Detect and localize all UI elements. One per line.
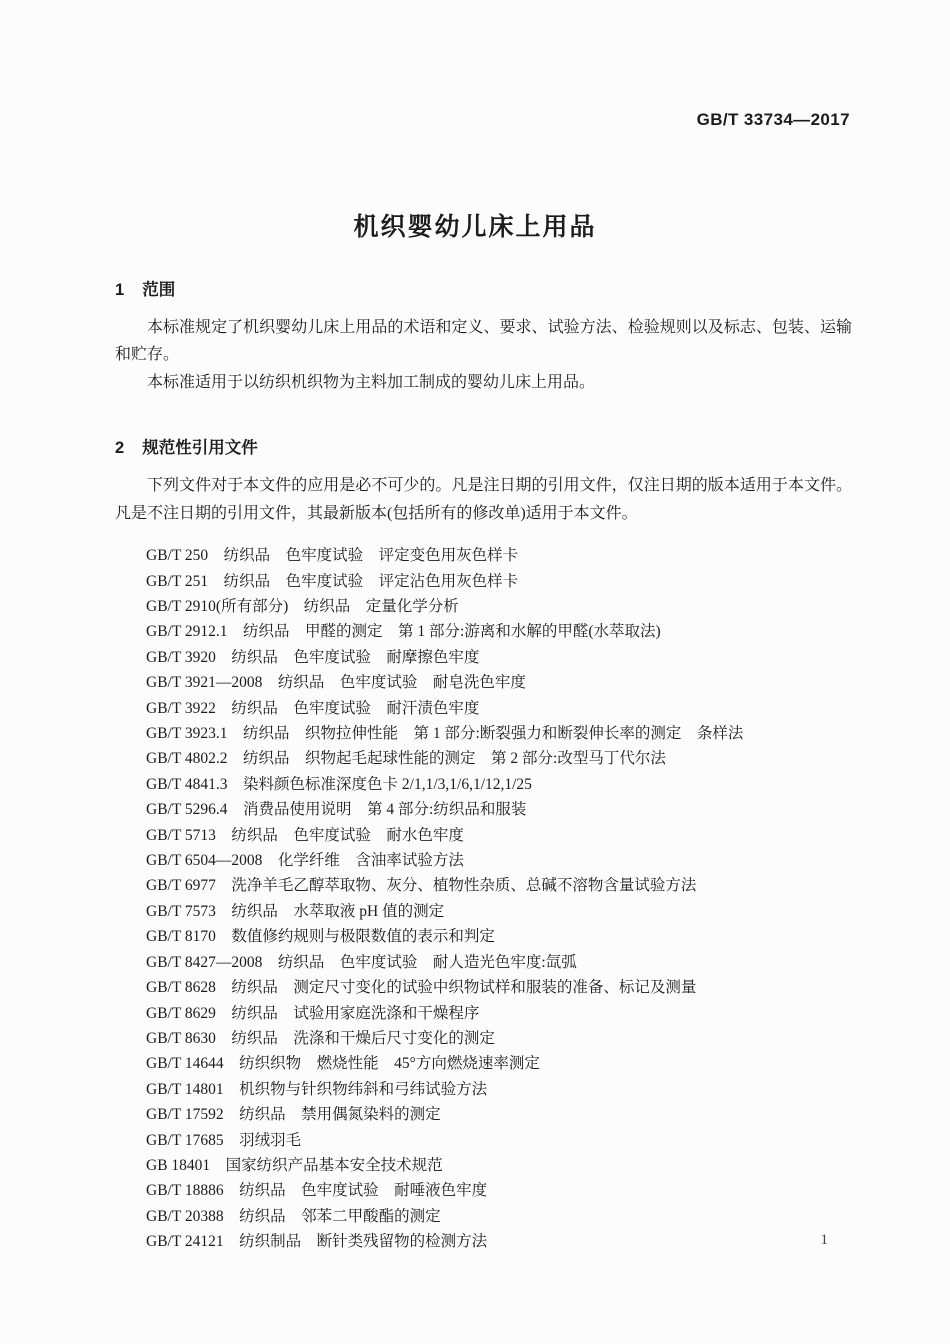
section-number: 1 <box>115 281 125 299</box>
references-list <box>115 543 852 1254</box>
references-intro: 下列文件对于本文件的应用是必不可少的。凡是注日期的引用文件，仅注日期的版本适用于本文件。凡是不注日期的引用文件，其最新版本(包括所有的修改单)适用于本文件。 <box>115 477 852 522</box>
reference-item: GB/T 24121 纺织制品 断针类残留物的检测方法 <box>146 1233 488 1251</box>
scope-paragraphs <box>115 314 852 397</box>
reference-item: GB/T 2910(所有部分) 纺织品 定量化学分析 <box>146 598 459 615</box>
reference-item: GB/T 14644 纺织织物 燃烧性能 45°方向燃烧速率测定 <box>146 1055 540 1073</box>
reference-item: GB/T 3921—2008 纺织品 色牢度试验 耐皂洗色牢度 <box>146 674 526 692</box>
reference-item: GB/T 6504—2008 化学纤维 含油率试验方法 <box>146 852 464 870</box>
reference-item: GB/T 3922 纺织品 色牢度试验 耐汗渍色牢度 <box>146 699 480 717</box>
scope-paragraph: 本标准适用于以纺织机织物为主料加工制成的婴幼儿床上用品。 <box>147 373 596 391</box>
section-title: 规范性引用文件 <box>142 439 258 458</box>
section-2-heading <box>115 434 852 458</box>
reference-item: GB/T 7573 纺织品 水萃取液 pH 值的测定 <box>146 902 445 920</box>
reference-item: GB/T 8170 数值修约规则与极限数值的表示和判定 <box>146 928 495 946</box>
reference-item: GB/T 4841.3 染料颜色标准深度色卡 2/1,1/3,1/6,1/12,1/25 <box>146 775 532 793</box>
document-content <box>115 272 852 1255</box>
reference-item: GB/T 18886 纺织品 色牢度试验 耐唾液色牢度 <box>146 1182 488 1200</box>
scope-paragraph: 本标准规定了机织婴幼儿床上用品的术语和定义、要求、试验方法、检验规则以及标志、包装、运输和贮存。 <box>115 318 852 364</box>
section-scope <box>115 276 852 396</box>
reference-item: GB/T 8427—2008 纺织品 色牢度试验 耐人造光色牢度:氙弧 <box>146 953 577 971</box>
section-normative-references <box>115 434 852 1254</box>
reference-item: GB/T 17685 羽绒羽毛 <box>146 1131 302 1149</box>
reference-item: GB/T 5296.4 消费品使用说明 第 4 部分:纺织品和服装 <box>146 801 527 819</box>
section-title: 范围 <box>142 281 176 299</box>
reference-item: GB/T 3920 纺织品 色牢度试验 耐摩擦色牢度 <box>146 648 480 666</box>
reference-item: GB/T 3923.1 纺织品 织物拉伸性能 第 1 部分:断裂强力和断裂伸长率的测定 条样法 <box>146 725 744 743</box>
reference-item: GB/T 250 纺织品 色牢度试验 评定变色用灰色样卡 <box>146 547 519 565</box>
standard-number: GB/T 33734—2017 <box>696 110 850 129</box>
section-number: 2 <box>115 439 125 458</box>
reference-item: GB/T 20388 纺织品 邻苯二甲酸酯的测定 <box>146 1207 441 1225</box>
document-title: 机织婴幼儿床上用品 <box>353 212 597 241</box>
reference-item: GB/T 5713 纺织品 色牢度试验 耐水色牢度 <box>146 826 464 844</box>
page-number: 1 <box>820 1232 828 1248</box>
reference-item: GB/T 8628 纺织品 测定尺寸变化的试验中织物试样和服装的准备、标记及测量 <box>146 979 697 997</box>
reference-item: GB/T 2912.1 纺织品 甲醛的测定 第 1 部分:游离和水解的甲醛(水萃取法) <box>146 623 661 641</box>
section-1-heading <box>115 276 852 300</box>
reference-item: GB/T 4802.2 纺织品 织物起毛起球性能的测定 第 2 部分:改型马丁代尔法 <box>146 750 666 768</box>
reference-item: GB/T 14801 机织物与针织物纬斜和弓纬试验方法 <box>146 1080 488 1098</box>
reference-item: GB 18401 国家纺织产品基本安全技术规范 <box>146 1156 443 1174</box>
reference-item: GB/T 8629 纺织品 试验用家庭洗涤和干燥程序 <box>146 1004 480 1022</box>
reference-item: GB/T 17592 纺织品 禁用偶氮染料的测定 <box>146 1106 441 1124</box>
reference-item: GB/T 6977 洗净羊毛乙醇萃取物、灰分、植物性杂质、总碱不溶物含量试验方法 <box>146 877 697 895</box>
reference-item: GB/T 251 纺织品 色牢度试验 评定沾色用灰色样卡 <box>146 572 519 590</box>
reference-item: GB/T 8630 纺织品 洗涤和干燥后尺寸变化的测定 <box>146 1029 495 1047</box>
